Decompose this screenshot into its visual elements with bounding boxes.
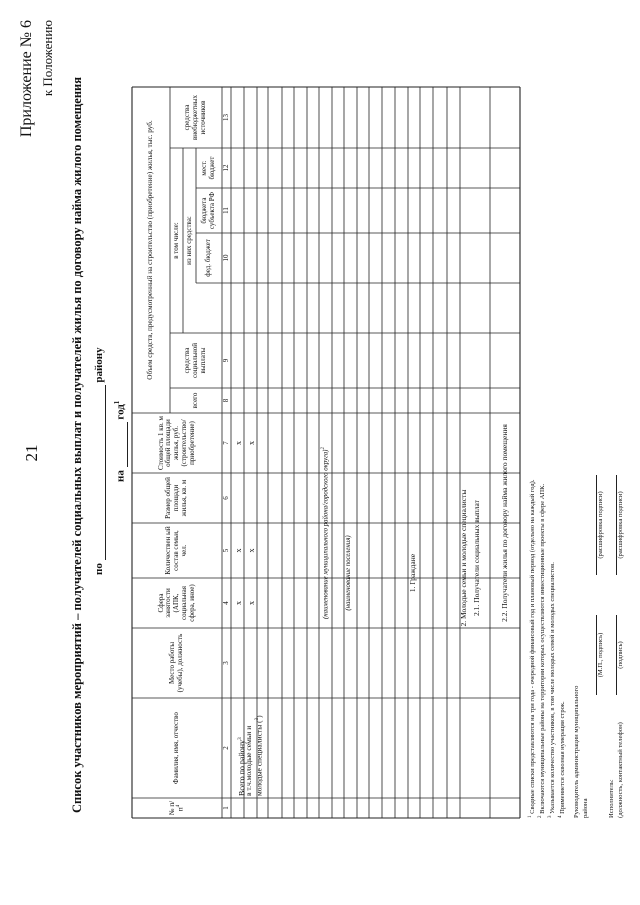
total-row-x-family: х: [234, 548, 243, 553]
header-funds: Объем средств, предусмотренный на строительство (приобретение) жилья, тыс. руб.: [146, 120, 155, 380]
colnum-12: 12: [222, 164, 230, 172]
section-young: 2. Молодые семьи и молодые специалисты: [459, 489, 468, 627]
young-row-x-cost: х: [247, 441, 256, 445]
colnum-4: 4: [222, 601, 230, 605]
section-municipal: (наименование муниципального района/городского округа)$^2$: [321, 447, 330, 619]
footnote-4: $^4$ Применяется сквозная нумерация строк.: [558, 701, 567, 818]
header-including: в том числе:: [171, 222, 180, 259]
header-family-size: Количествен ый состав семьи, чел.: [164, 526, 188, 575]
district-word: району: [93, 347, 105, 383]
row-total-label: Всего по району$^3$: [237, 737, 247, 796]
footnote-3: $^3$ Указывается количество участников, в том числе молодых семей и молодых специалистов.: [548, 562, 557, 818]
colnum-1: 1: [222, 806, 230, 810]
footnotes: [527, 480, 568, 818]
footnote-2: $^2$ Включаются муниципальные районы на территории которых осуществляются инвестиционные проекты в сфере АПК.: [538, 483, 547, 818]
appendix-subtitle: к Положению: [40, 20, 55, 97]
head-mp-caption: (М.П., подпись): [597, 632, 604, 678]
row-young-label: в т.ч.молодые семьи и молодые специалисты ($^3$): [244, 715, 264, 796]
section-young-social: 2.1. Получатели социальных выплат: [472, 500, 481, 616]
colnum-7: 7: [222, 441, 230, 445]
colnum-13: 13: [222, 114, 230, 121]
header-employment: Сфера занятости (АПК, социальная сфера, иное): [156, 584, 196, 622]
header-area: Размер общей площади жилья, кв. м: [164, 477, 188, 519]
appendix-title: Приложение № 6: [18, 20, 35, 138]
header-federal-budget: фед. бюджет: [204, 239, 213, 277]
header-extra-sources: средства внебюджетных источников: [183, 95, 207, 141]
colnum-9: 9: [222, 358, 230, 363]
young-row-x-family: х: [247, 548, 256, 553]
colnum-8: 8: [222, 398, 230, 403]
header-number: № $п/п^4$: [167, 800, 185, 816]
head-signature-label-1: Руководитель администрации муниципального: [573, 685, 580, 818]
document-title: Список участников мероприятий – получателей социальных выплат и получателей жилья по договору найма жилого помещения: [70, 76, 84, 814]
header-workplace: Место работы (учебы), должность: [168, 633, 184, 693]
footnote-1: $^1$ Сводные списки представляются на три года - очередной финансовый год и плановый период (отдельно на каждый год).: [528, 479, 537, 818]
header-cost-per-sqm: Стоимость 1 кв. м общей площади жилья, руб. (строительство/ приобретение): [156, 416, 196, 470]
executor-caption: (должность, контактный телефон): [617, 722, 624, 818]
colnum-6: 6: [222, 496, 230, 500]
header-subject-budget: бюджета субъекта РФ: [200, 191, 216, 230]
exec-sign-caption: (подпись): [617, 641, 624, 669]
on-label: на: [114, 470, 127, 482]
year-word: год: [114, 404, 127, 420]
header-total: всего: [191, 392, 200, 409]
head-signature-label-2: района: [582, 798, 589, 818]
colnum-5: 5: [222, 548, 230, 553]
colnum-2: 2: [222, 746, 230, 750]
section-young-rent: 2.2. Получатели жилья по договору найма жилого помещения: [500, 424, 509, 622]
colnum-10: 10: [222, 254, 230, 262]
total-row-x-cost: х: [234, 441, 243, 445]
year-footnote-mark: 1: [113, 400, 121, 405]
young-row-x-employment: х: [247, 601, 256, 605]
header-of-which: из них средства:: [184, 216, 193, 265]
header-social-payment: средства социальной выплаты: [183, 343, 207, 378]
total-row-x-employment: х: [234, 601, 243, 605]
page-number: 21: [22, 444, 41, 462]
section-citizens: 1. Граждане: [408, 553, 417, 593]
head-decoding-caption: (расшифровка подписи): [597, 491, 604, 559]
colnum-3: 3: [222, 661, 230, 665]
header-local-budget: мест. бюджет: [200, 156, 216, 180]
colnum-11: 11: [222, 207, 230, 214]
section-settlement: (наименование поселения): [345, 535, 352, 611]
executor-label: Исполнитель:: [608, 779, 615, 818]
by-label: по: [93, 563, 105, 575]
exec-decoding-caption: (расшифровка подписи): [617, 491, 624, 559]
header-fullname: Фамилия, имя, отчество: [172, 712, 181, 784]
